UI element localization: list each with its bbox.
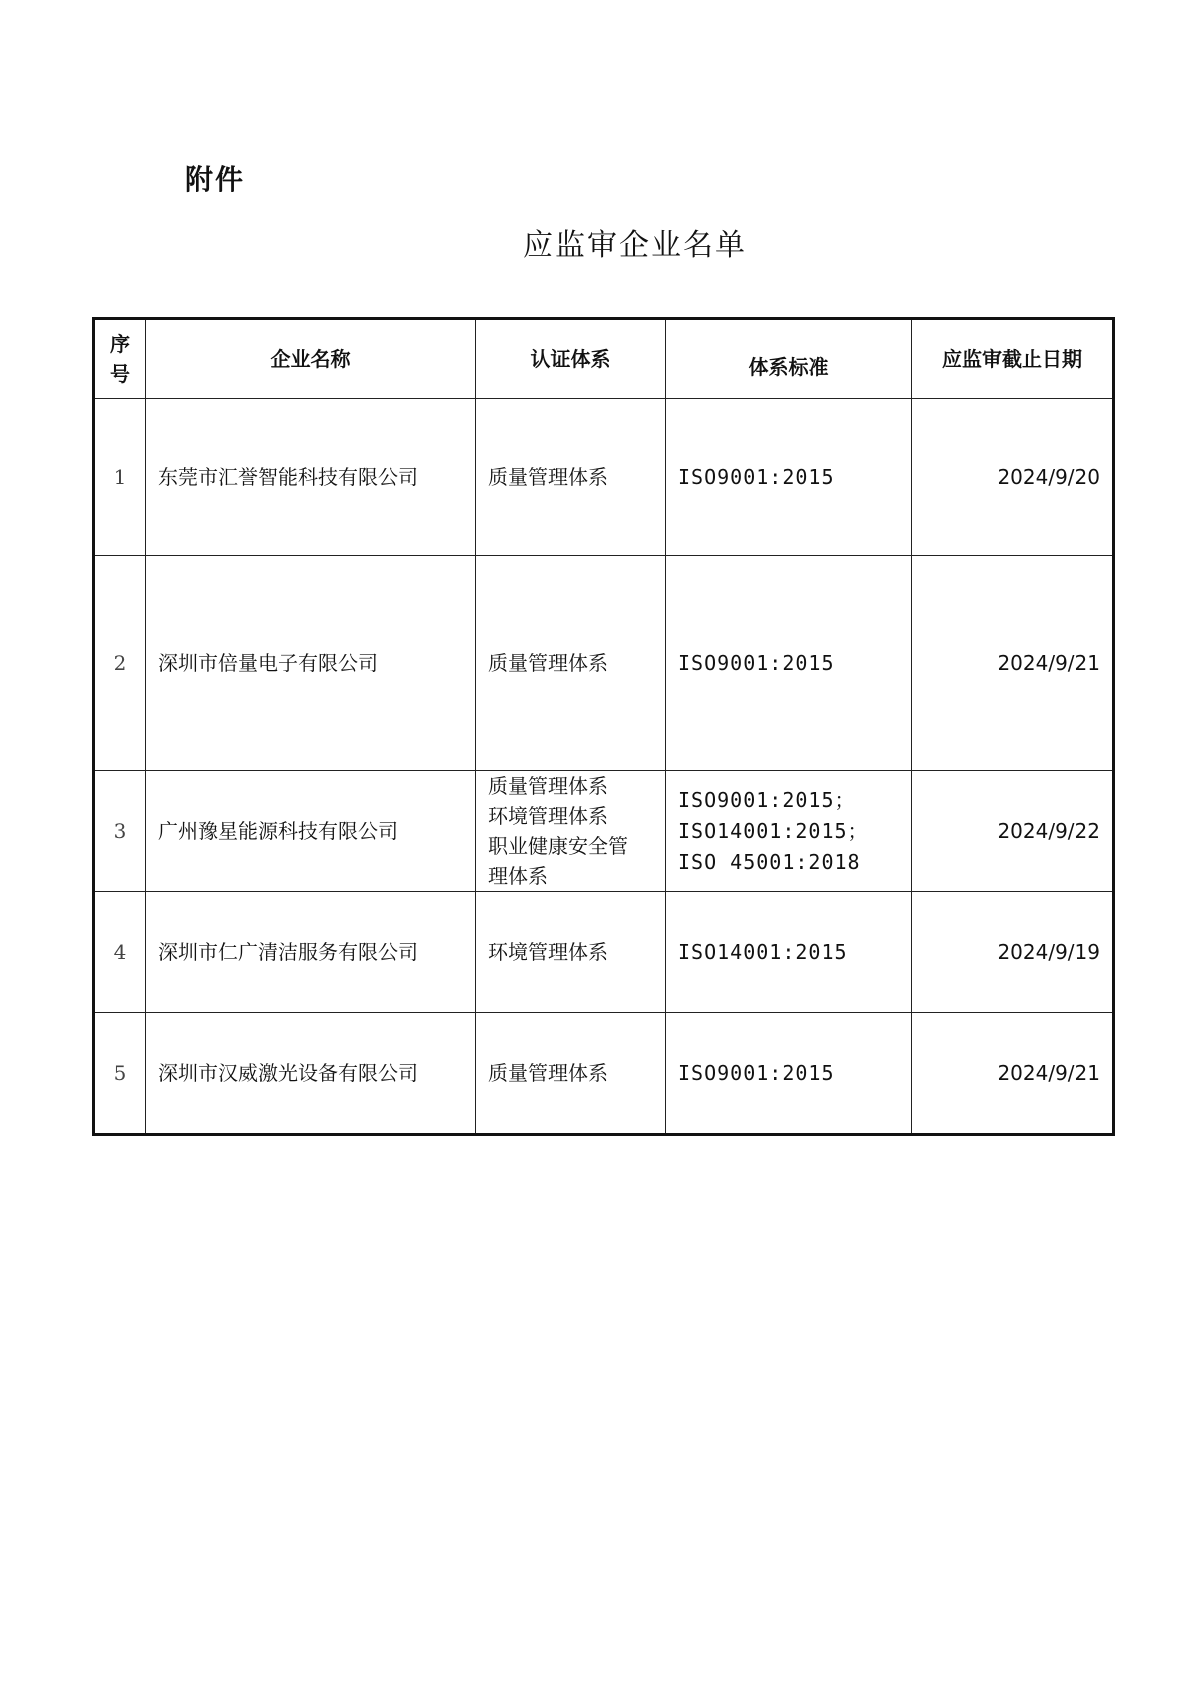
cell-company-name: 东莞市汇誉智能科技有限公司 [146, 399, 476, 556]
table-row [94, 1013, 1114, 1135]
cell-serial-no: 5 [94, 1013, 146, 1135]
table-header-row [94, 319, 1114, 399]
cell-audit-deadline: 2024/9/22 [912, 771, 1114, 892]
cell-company-name: 深圳市仁广清洁服务有限公司 [146, 892, 476, 1013]
cell-system-standard: ISO9001:2015 [666, 556, 912, 771]
header-certification-system: 认证体系 [476, 319, 666, 399]
table-row [94, 556, 1114, 771]
document-title: 应监审企业名单 [523, 228, 747, 263]
cell-company-name: 深圳市倍量电子有限公司 [146, 556, 476, 771]
cell-audit-deadline: 2024/9/20 [912, 399, 1114, 556]
table-row [94, 771, 1114, 892]
cell-serial-no: 1 [94, 399, 146, 556]
table-row [94, 399, 1114, 556]
cell-certification-system: 质量管理体系 环境管理体系 职业健康安全管 理体系 [476, 771, 666, 892]
cell-audit-deadline: 2024/9/19 [912, 892, 1114, 1013]
header-serial-no: 序 号 [94, 319, 146, 399]
cell-serial-no: 3 [94, 771, 146, 892]
cell-certification-system: 质量管理体系 [476, 556, 666, 771]
cell-system-standard: ISO9001:2015 [666, 399, 912, 556]
header-system-standard: 体系标准 [666, 319, 912, 399]
cell-audit-deadline: 2024/9/21 [912, 556, 1114, 771]
cell-certification-system: 质量管理体系 [476, 1013, 666, 1135]
cell-system-standard: ISO9001:2015； ISO14001:2015； ISO 45001:2018 [666, 771, 912, 892]
cell-certification-system: 环境管理体系 [476, 892, 666, 1013]
cell-serial-no: 4 [94, 892, 146, 1013]
attachment-label: 附件 [185, 163, 246, 196]
cell-serial-no: 2 [94, 556, 146, 771]
cell-company-name: 深圳市汉威激光设备有限公司 [146, 1013, 476, 1135]
cell-system-standard: ISO14001:2015 [666, 892, 912, 1013]
audit-company-table [92, 317, 1115, 1136]
header-company-name: 企业名称 [146, 319, 476, 399]
cell-system-standard: ISO9001:2015 [666, 1013, 912, 1135]
table-row [94, 892, 1114, 1013]
cell-company-name: 广州豫星能源科技有限公司 [146, 771, 476, 892]
header-audit-deadline: 应监审截止日期 [912, 319, 1114, 399]
cell-audit-deadline: 2024/9/21 [912, 1013, 1114, 1135]
cell-certification-system: 质量管理体系 [476, 399, 666, 556]
